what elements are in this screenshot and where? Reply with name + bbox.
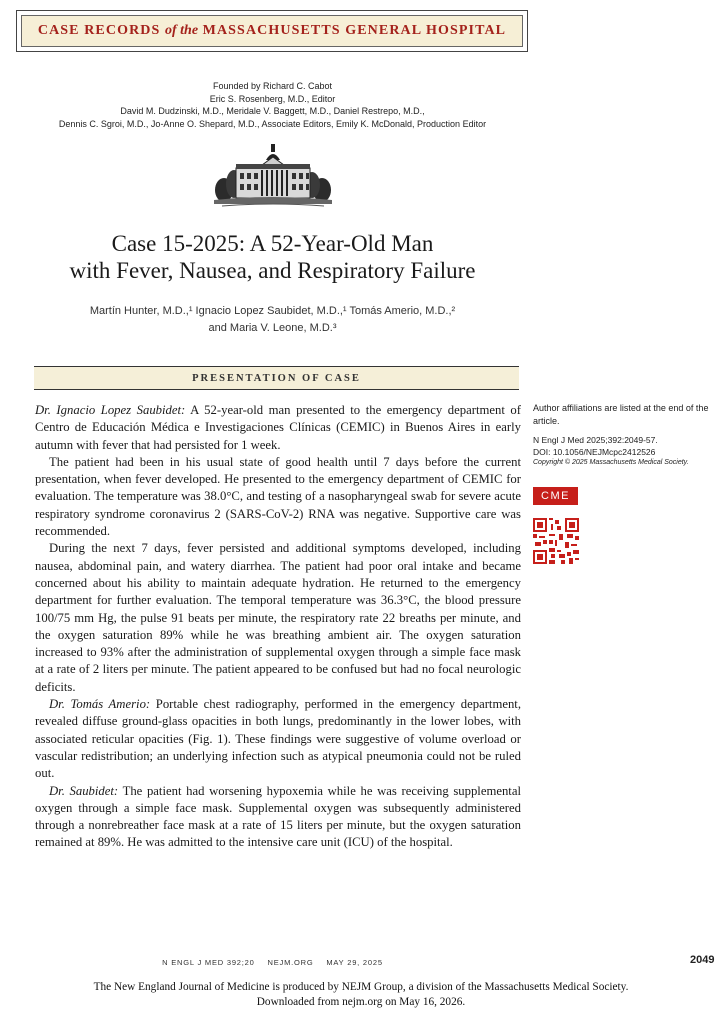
article-sidebar bbox=[533, 402, 713, 468]
citation: N Engl J Med 2025;392:2049-57. bbox=[533, 435, 658, 445]
body-paragraph: During the next 7 days, fever persisted and additional symptoms developed, including nausea, abdominal pain, and watery diarrhea. The patient had poor oral intake and became concerned about his ability to maintain adequate hydration. He returned to the emergency department for further evaluation. The temporal temperature was 36.3°C, the blood pressure 100/75 mm Hg, the pulse 91 beats per minute, the respiratory rate 22 breaths per minute, and the oxygen saturation 89% while he was breathing ambient air. The oxygen saturation increased to 93% after the administration of supplemental oxygen through a simple face mask at a rate of 2 liters per minute. The patient appeared to be confused but had no focal neurologic deficits. bbox=[35, 541, 521, 694]
associate-editors-line-2: Dennis C. Sgroi, M.D., Jo-Anne O. Shepard, M.D., Associate Editors, Emily K. McDonald, Production Editor bbox=[58, 118, 487, 129]
speaker-name: Dr. Ignacio Lopez Saubidet: bbox=[35, 403, 186, 417]
article-title bbox=[0, 230, 545, 284]
section-heading-bar bbox=[34, 366, 519, 390]
doi-link[interactable]: DOI: 10.1056/NEJMcpc2412526 bbox=[533, 446, 656, 457]
editors-block bbox=[0, 80, 545, 130]
author-line-1: Martín Hunter, M.D.,¹ Ignacio Lopez Saubidet, M.D.,¹ Tomás Amerio, M.D.,² bbox=[89, 305, 456, 317]
article-title-line-1: Case 15-2025: A 52-Year-Old Man bbox=[111, 231, 434, 256]
founder-line: Founded by Richard C. Cabot bbox=[212, 81, 333, 91]
running-footer bbox=[0, 958, 545, 967]
article-title-line-2: with Fever, Nausea, and Respiratory Failure bbox=[69, 258, 476, 283]
footer-site: NEJM.ORG bbox=[267, 958, 314, 967]
speaker-name: Dr. Saubidet: bbox=[49, 783, 119, 798]
body-paragraph: Dr. Tomás Amerio: Portable chest radiography, performed in the emergency department, revealed diffuse ground-glass opacities in both lungs, predominantly in the lower lobes, with associated reticular opacities (Fig. 1). These findings were suggestive of volume overload or vascular redistribution; an underlying infection such as atypical pneumonia could not be ruled out. bbox=[35, 697, 521, 781]
copyright: Copyright © 2025 Massachusetts Medical Society. bbox=[533, 459, 689, 466]
author-list bbox=[0, 303, 545, 337]
download-notice-line-2: Downloaded from nejm.org on May 16, 2026. bbox=[256, 996, 466, 1008]
editor-line: Eric S. Rosenberg, M.D., Editor bbox=[209, 93, 336, 104]
hospital-building-illustration bbox=[214, 140, 332, 212]
author-line-2: and Maria V. Leone, M.D.³ bbox=[208, 322, 337, 334]
article-body bbox=[35, 402, 521, 852]
body-paragraph: Dr. Ignacio Lopez Saubidet: A 52-year-old man presented to the emergency department of Centro de Educación Médica e Investigaciones Clínicas (CEMIC) in Buenos Aires in early autumn with fever that had persisted for 1 week. bbox=[35, 403, 521, 452]
footer-journal: N ENGL J MED 392;20 bbox=[162, 958, 255, 967]
body-paragraph: The patient had been in his usual state of good health until 7 days before the current presentation, when fever developed. He presented to the emergency department of CEMIC for evaluation. The temperature was 38.0°C, and testing of a nasopharyngeal swab for severe acute respiratory syndrome coronavirus 2 (SARS-CoV-2) RNA was negative. Supportive care was recommended. bbox=[35, 454, 521, 539]
series-banner-inner bbox=[21, 15, 523, 47]
series-banner bbox=[16, 10, 528, 52]
cme-badge[interactable]: CME bbox=[533, 487, 578, 505]
download-notice-line-1: The New England Journal of Medicine is produced by NEJM Group, a division of the Massachusetts Medical Society. bbox=[93, 981, 629, 993]
speaker-name: Dr. Tomás Amerio: bbox=[49, 697, 151, 712]
series-banner-title: CASE RECORDS of the MASSACHUSETTS GENERAL HOSPITAL bbox=[37, 23, 507, 38]
body-paragraph: Dr. Saubidet: The patient had worsening hypoxemia while he was receiving supplemental oxygen through a simple face mask. Supplemental oxygen was subsequently administered through a nonrebreather face mask at a rate of 15 liters per minute, but the oxygen saturation remained at 89%. He was admitted to the intensive care unit (ICU) of the hospital. bbox=[35, 783, 521, 850]
footer-date: MAY 29, 2025 bbox=[326, 958, 383, 967]
affiliations-note: Author affiliations are listed at the end of the article. bbox=[533, 403, 709, 426]
page-number: 2049 bbox=[690, 954, 715, 966]
citation-block bbox=[533, 435, 713, 468]
associate-editors-line-1: David M. Dudzinski, M.D., Meridale V. Baggett, M.D., Daniel Restrepo, M.D., bbox=[120, 106, 425, 116]
download-notice bbox=[0, 980, 722, 1010]
section-heading: PRESENTATION OF CASE bbox=[192, 372, 361, 384]
qr-code-icon[interactable] bbox=[533, 518, 579, 564]
